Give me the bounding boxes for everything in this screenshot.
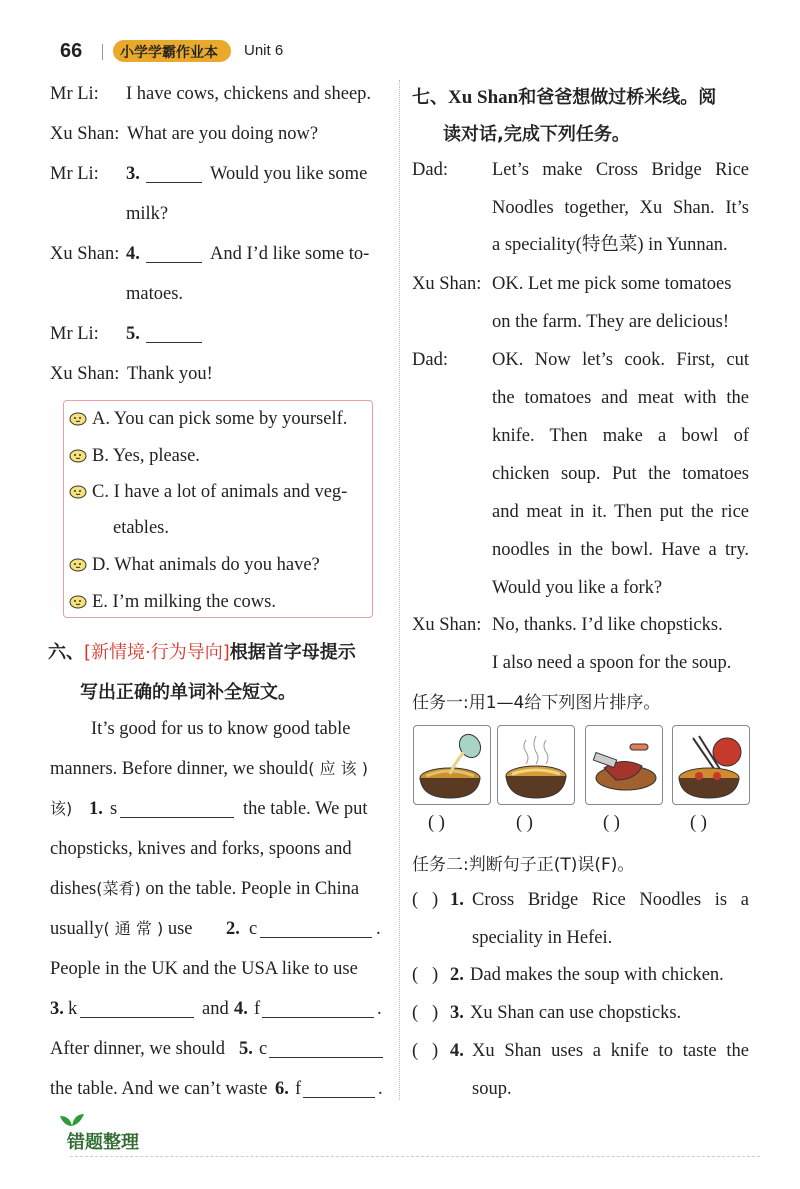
dialogue-line: noodles in the bowl. Have a try. — [492, 540, 749, 560]
tf-paren[interactable]: ( ) — [412, 965, 439, 985]
question-number: 3. — [126, 164, 140, 184]
chick-icon — [68, 556, 88, 577]
answer-blank-c2[interactable] — [269, 1041, 383, 1058]
passage-text: dishes — [50, 879, 97, 899]
passage-line: chopsticks, knives and forks, spoons and — [50, 839, 352, 859]
page-number: 66 — [60, 40, 83, 62]
header-unit: Unit 6 — [244, 42, 284, 59]
passage-text: 该) — [50, 799, 73, 818]
dialogue-line: the tomatoes and meat with the — [492, 388, 749, 408]
section-7-title-en: Xu Shan — [448, 87, 519, 108]
picture-cutting-meat — [585, 725, 663, 805]
section-6-title-text: 根据首字母提示 — [229, 642, 356, 663]
statement-text-cont: speciality in Hefei. — [472, 928, 613, 948]
passage-line — [50, 918, 193, 940]
blank-number: 3. — [50, 999, 64, 1019]
dialogue-line: a speciality(特色菜) in Yunnan. — [492, 235, 728, 255]
section-6-tag: [新情境·行为导向] — [84, 642, 230, 663]
dialogue-line: knife. Then make a bowl of — [492, 426, 749, 446]
blank-number: 5. — [239, 1039, 253, 1059]
dialogue-speaker: Mr Li: — [50, 324, 99, 344]
task-1-title: 任务一:用1—4给下列图片排序。 — [412, 693, 661, 713]
question-number: 5. — [126, 324, 140, 344]
footer-label: 错题整理 — [67, 1132, 139, 1153]
period: . — [376, 919, 381, 939]
picture-steaming-bowl — [497, 725, 575, 805]
option-text-cont: etables. — [113, 518, 169, 538]
dialogue-line: I have cows, chickens and sheep. — [126, 84, 372, 104]
picture-bowl-chopsticks — [672, 725, 750, 805]
dialogue-line-cont: matoes. — [126, 284, 184, 304]
order-paren[interactable]: ( ) — [516, 813, 533, 833]
blank-letter: s — [110, 799, 118, 819]
passage-text: use — [167, 919, 193, 939]
section-6-title — [48, 638, 356, 664]
tf-paren[interactable]: ( ) — [412, 1003, 439, 1023]
dialogue-line: Would you like a fork? — [492, 578, 663, 598]
passage-line — [50, 798, 72, 820]
dialogue-line: OK. Now let’s cook. First, cut — [492, 350, 749, 370]
options-box — [63, 400, 373, 618]
dialogue-speaker: Dad: — [412, 160, 448, 180]
blank-number: 6. — [275, 1079, 289, 1099]
chick-icon — [68, 483, 88, 504]
chick-icon — [68, 410, 88, 431]
passage-text: After dinner, we should — [50, 1039, 225, 1059]
period: . — [378, 1079, 383, 1099]
blank-letter: f — [295, 1079, 302, 1099]
chick-icon — [68, 593, 88, 614]
statement-number: 2. — [450, 965, 464, 985]
dialogue-line-cont: milk? — [126, 204, 169, 224]
picture-pouring-soup — [413, 725, 491, 805]
dialogue-line: What are you doing now? — [127, 124, 319, 144]
answer-blank-f2[interactable] — [303, 1081, 375, 1098]
order-paren[interactable]: ( ) — [690, 813, 707, 833]
gloss: ( 通 常 ) — [103, 919, 164, 938]
blank-letter: k — [68, 999, 78, 1019]
section-6-title-2: 写出正确的单词补全短文。 — [80, 682, 296, 703]
column-divider — [399, 80, 401, 1100]
dialogue-speaker: Mr Li: — [50, 164, 99, 184]
dialogue-line: Noodles together, Xu Shan. It’s — [492, 198, 749, 218]
gloss: (菜肴) — [96, 879, 141, 898]
blank-letter: c — [259, 1039, 268, 1059]
dialogue-line: Would you like some — [210, 164, 368, 184]
passage-text: the table. And we can’t waste — [50, 1079, 268, 1099]
gloss: ( 应 该 ) — [308, 759, 368, 778]
passage-line: People in the UK and the USA like to use — [50, 959, 358, 979]
header-badge-text: 小学学霸作业本 — [120, 45, 218, 61]
answer-blank-3[interactable] — [146, 166, 202, 183]
dialogue-line: And I’d like some to- — [210, 244, 370, 264]
section-7-title-text: 和爸爸想做过桥米线。阅 — [518, 87, 717, 108]
passage-line: It’s good for us to know good table — [91, 719, 351, 739]
passage-text: usually — [50, 919, 104, 939]
dialogue-speaker: Mr Li: — [50, 84, 99, 104]
statement-number: 1. — [450, 890, 464, 910]
dialogue-line: OK. Let me pick some tomatoes — [492, 274, 732, 294]
option-text: A. You can pick some by yourself. — [92, 409, 348, 429]
dialogue-line: No, thanks. I’d like chopsticks. — [492, 615, 723, 635]
dialogue-line: I also need a spoon for the soup. — [492, 653, 732, 673]
dialogue-line: on the farm. They are delicious! — [492, 312, 729, 332]
section-7-title — [412, 83, 716, 109]
blank-letter: f — [254, 999, 261, 1019]
passage-line — [50, 878, 359, 900]
blank-number: 1. — [89, 799, 103, 819]
dialogue-line: Let’s make Cross Bridge Rice — [492, 160, 749, 180]
passage-text: the table. We put — [243, 799, 368, 819]
dialogue-speaker: Xu Shan: — [50, 244, 120, 264]
footer-line — [70, 1156, 760, 1158]
statement-text: Xu Shan can use chopsticks. — [470, 1003, 682, 1023]
blank-letter: c — [249, 919, 258, 939]
answer-blank-s[interactable] — [120, 801, 234, 818]
passage-text: manners. Before dinner, we should — [50, 759, 309, 779]
tf-paren[interactable]: ( ) — [412, 890, 439, 910]
dialogue-line: and meat in it. Then put the rice — [492, 502, 749, 522]
dialogue-speaker: Xu Shan: — [50, 364, 120, 384]
dialogue-speaker: Xu Shan: — [50, 124, 120, 144]
tf-paren[interactable]: ( ) — [412, 1041, 439, 1061]
task-2-title: 任务二:判断句子正(T)误(F)。 — [412, 855, 635, 875]
period: . — [377, 999, 382, 1019]
header-divider — [102, 44, 103, 60]
dialogue-line: Thank you! — [127, 364, 213, 384]
section-7-title-2: 读对话,完成下列任务。 — [443, 124, 630, 145]
dialogue-speaker: Xu Shan: — [412, 615, 482, 635]
dialogue-line: chicken soup. Put the tomatoes — [492, 464, 749, 484]
answer-blank-4[interactable] — [146, 246, 202, 263]
option-text: E. I’m milking the cows. — [92, 592, 276, 612]
blank-number: 4. — [234, 999, 248, 1019]
statement-text-cont: soup. — [472, 1079, 512, 1099]
dialogue-speaker: Dad: — [412, 350, 448, 370]
section-7-prefix: 七、 — [412, 87, 448, 108]
order-paren[interactable]: ( ) — [603, 813, 620, 833]
statement-text: Dad makes the soup with chicken. — [470, 965, 724, 985]
passage-text: on the table. People in China — [145, 879, 360, 899]
answer-blank-k[interactable] — [80, 1001, 194, 1018]
statement-number: 3. — [450, 1003, 464, 1023]
option-text: B. Yes, please. — [92, 446, 200, 466]
dialogue-speaker: Xu Shan: — [412, 274, 482, 294]
passage-line — [50, 758, 368, 780]
blank-number: 2. — [226, 919, 240, 939]
order-paren[interactable]: ( ) — [428, 813, 445, 833]
chick-icon — [68, 447, 88, 468]
statement-text: Cross Bridge Rice Noodles is a — [472, 890, 749, 910]
statement-number: 4. — [450, 1041, 464, 1061]
answer-blank-5[interactable] — [146, 326, 202, 343]
passage-text: and — [202, 999, 229, 1019]
question-number: 4. — [126, 244, 140, 264]
option-text: C. I have a lot of animals and veg- — [92, 482, 348, 502]
answer-blank-f[interactable] — [262, 1001, 374, 1018]
answer-blank-c[interactable] — [260, 921, 372, 938]
option-text: D. What animals do you have? — [92, 555, 320, 575]
section-6-prefix: 六、 — [48, 642, 84, 663]
statement-text: Xu Shan uses a knife to taste the — [472, 1041, 749, 1061]
